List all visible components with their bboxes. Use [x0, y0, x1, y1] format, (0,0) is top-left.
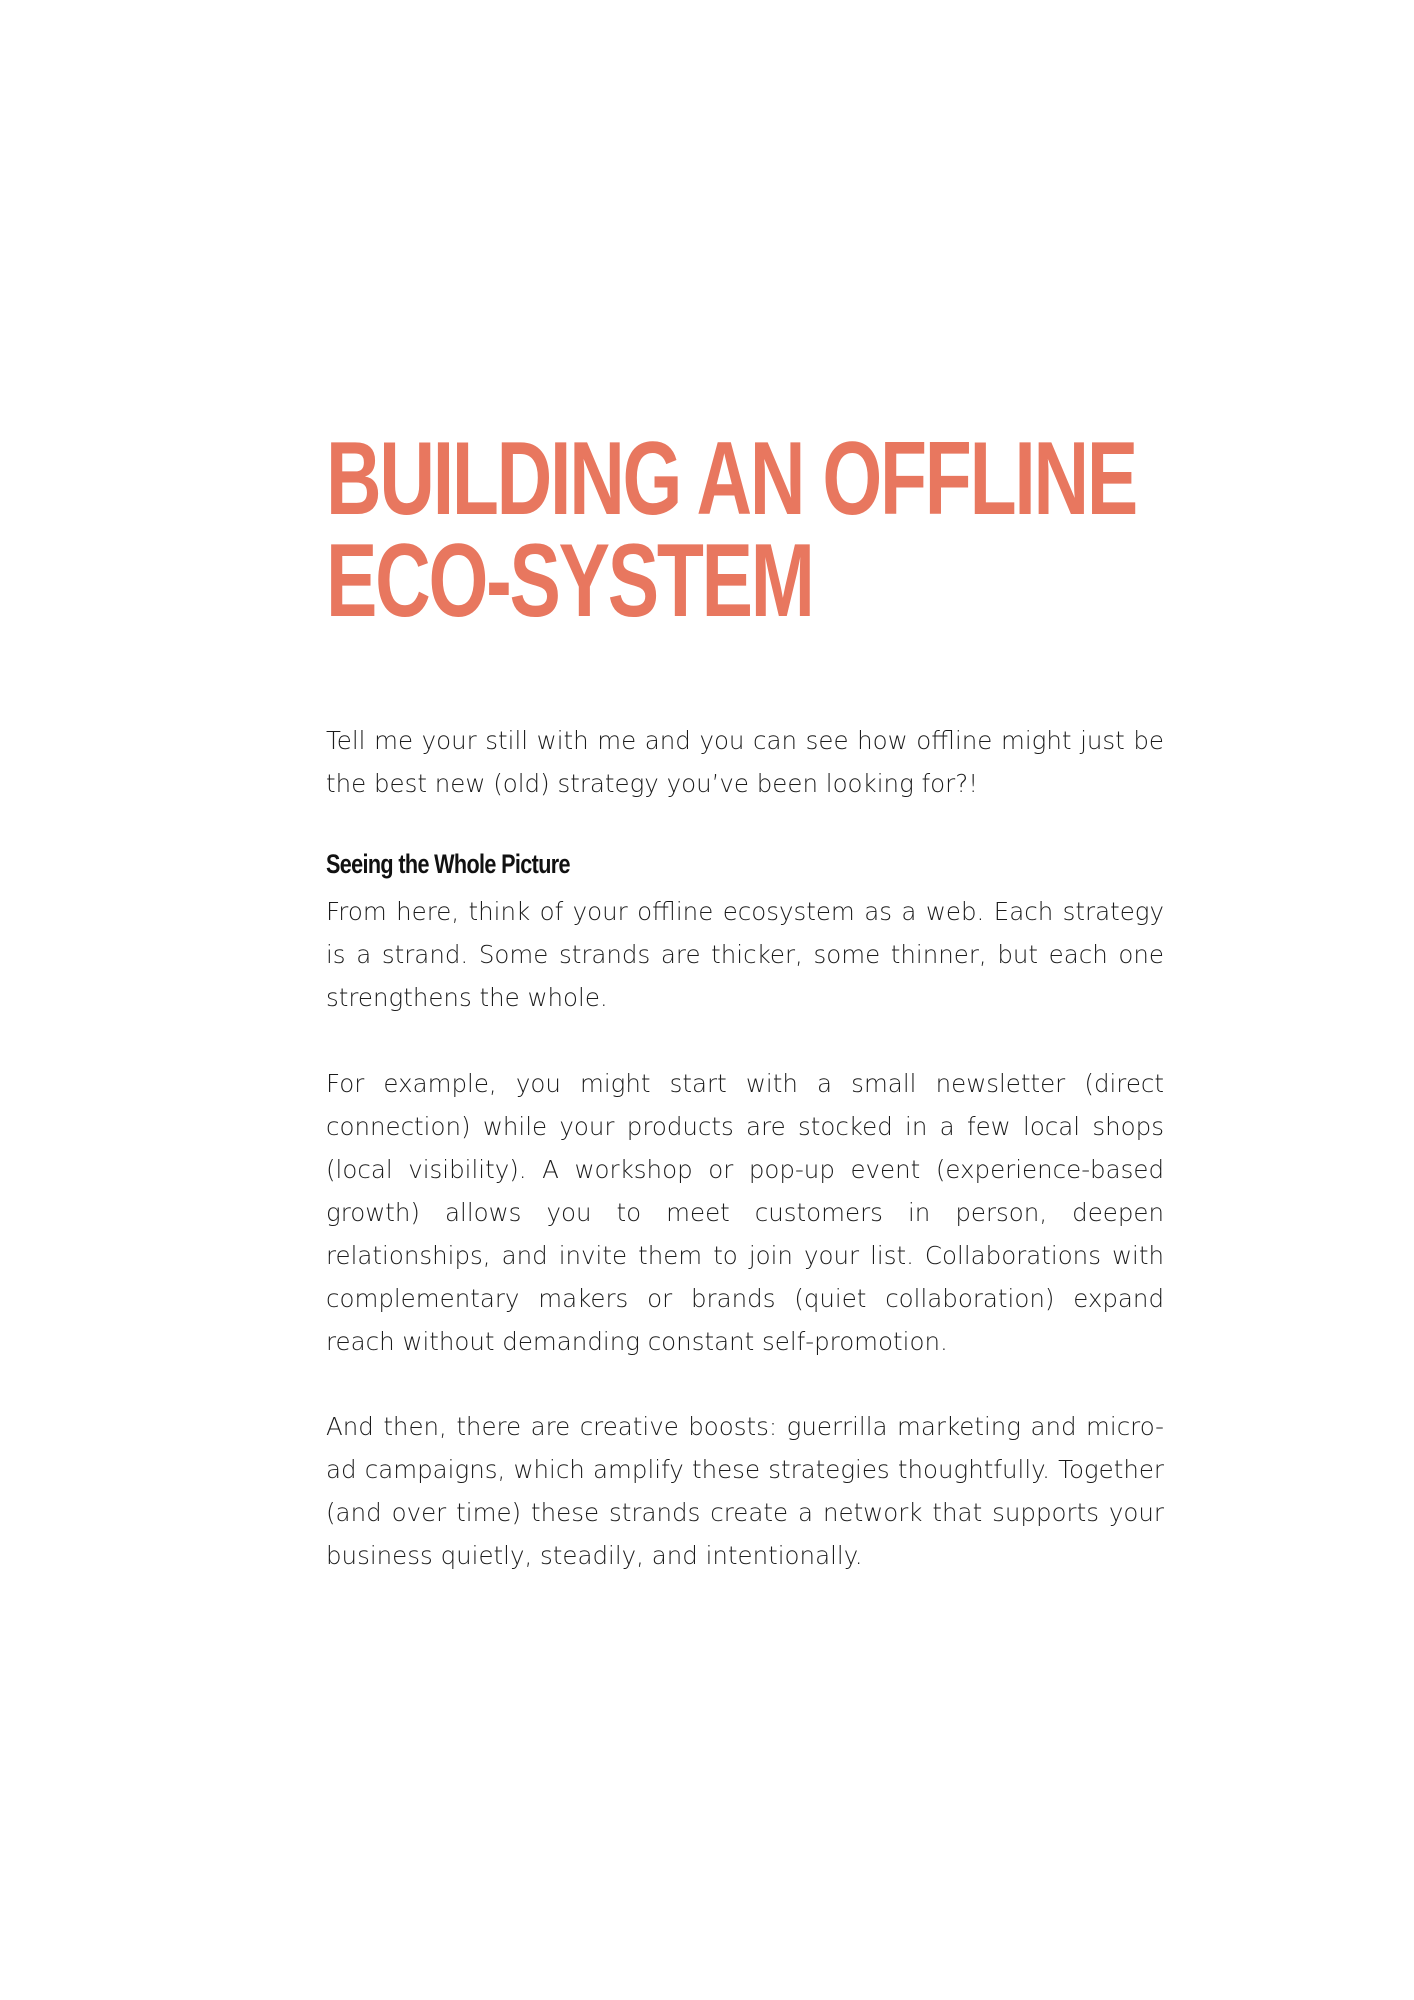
- body-paragraph-2: For example, you might start with a small newsletter (direct connection) while your products are stocked in a few local shops (local visibility). A workshop or pop-up event (experience-based growth) allows you to meet customers in person, deepen relationships, and invite them to join your list. Collaborations with complementary makers or brands (quiet collaboration) expand reach without demanding constant self-promotion.: [326, 1069, 1164, 1356]
- page-title: [326, 421, 1177, 639]
- page-content: [326, 421, 1164, 1570]
- body-paragraph-3: And then, there are creative boosts: guerrilla marketing and micro-ad campaigns, which amplify these strategies thoughtfully. Together (and over time) these strands create a network that supports your business quietly, steadily, and intentionally.: [326, 1412, 1164, 1570]
- page-title-line-2: ECO-SYSTEM: [326, 523, 813, 639]
- page-title-line-1: BUILDING AN OFFLINE: [326, 421, 1137, 537]
- body-paragraph-1: From here, think of your offline ecosystem as a web. Each strategy is a strand. Some strands are thicker, some thinner, but each one strengthens the whole.: [326, 897, 1164, 1012]
- intro-paragraph: Tell me your still with me and you can see how offline might just be the best new (old) strategy you’ve been looking for?!: [326, 726, 1164, 798]
- section-heading: Seeing the Whole Picture: [326, 849, 570, 879]
